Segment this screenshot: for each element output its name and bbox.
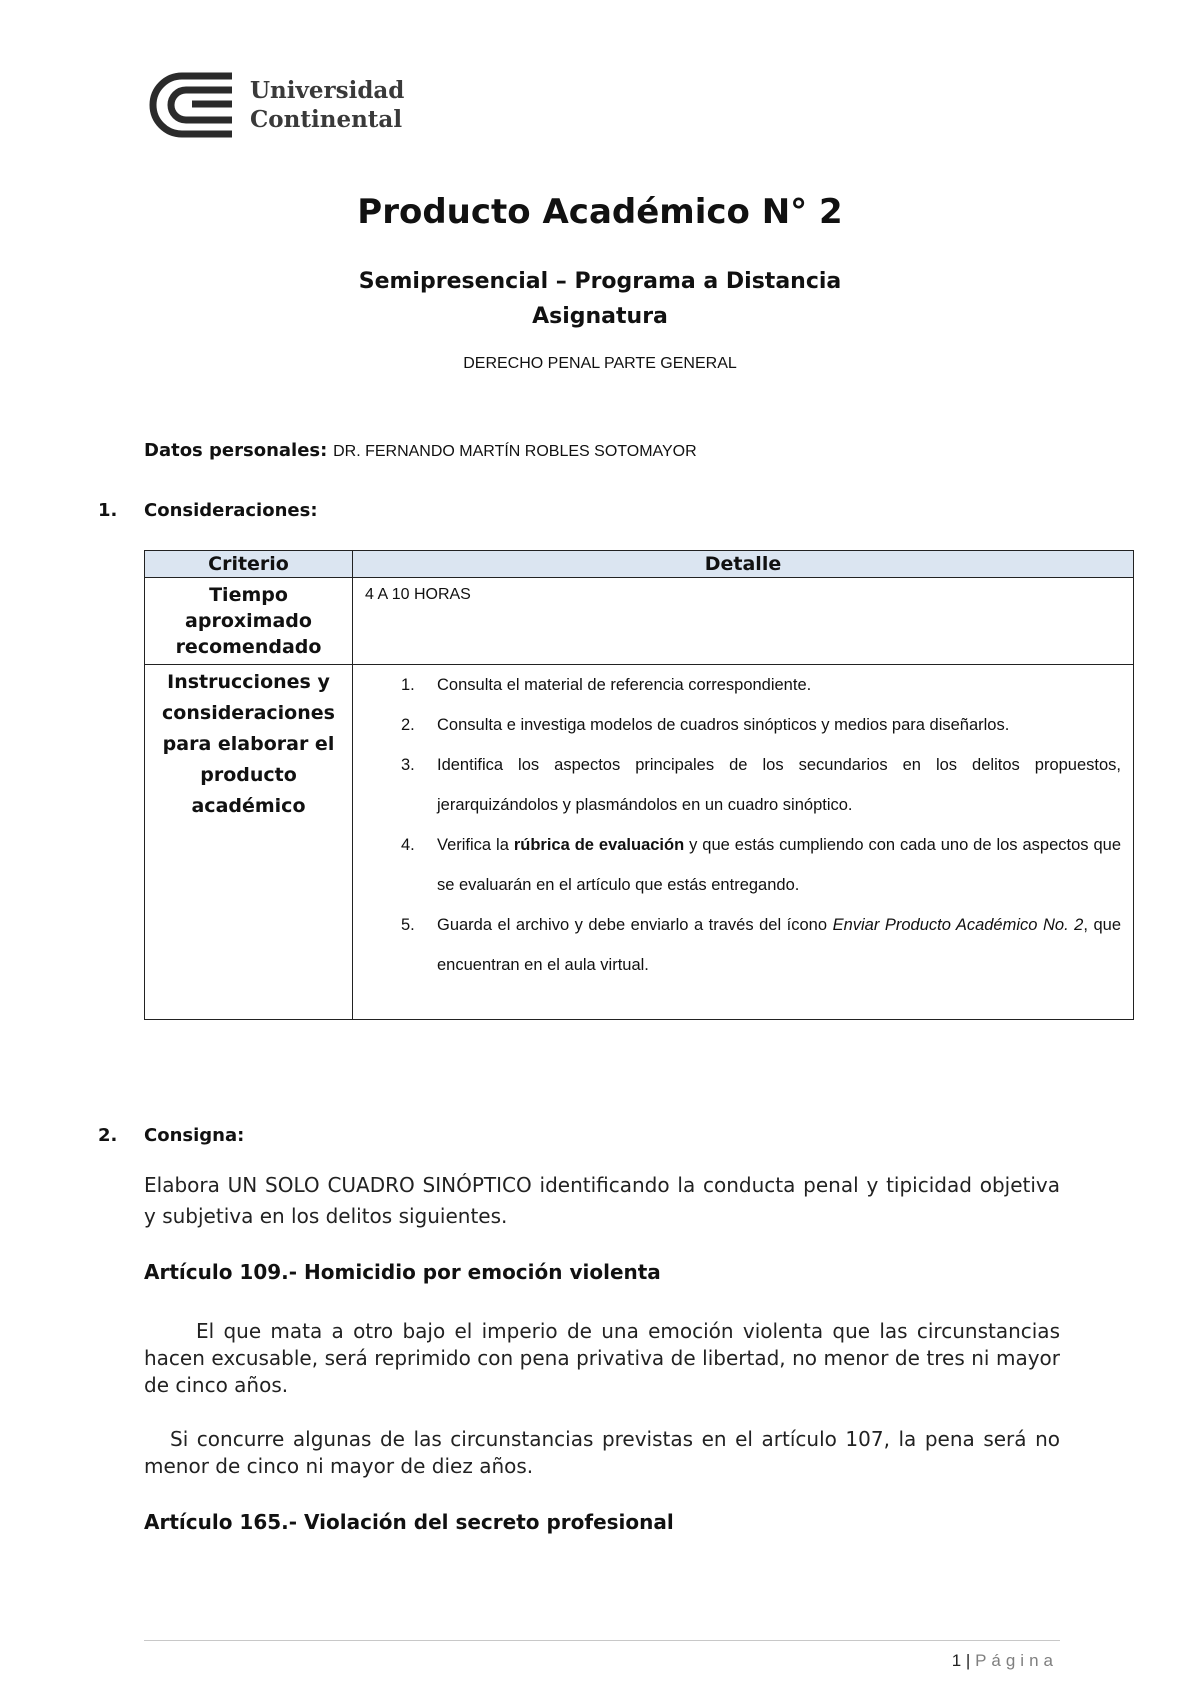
personal-data-label: Datos personales:: [144, 440, 328, 461]
instructions-list: [365, 665, 1121, 1019]
list-item: [365, 665, 1121, 705]
subtitle-subject: Asignatura: [532, 304, 668, 329]
section-1-number: 1.: [98, 500, 118, 521]
document-title: Producto Académico N° 2: [357, 192, 843, 232]
list-item: [365, 825, 1121, 905]
item-text-post: y que estás cumpliendo con cada uno de los aspectos que se evaluarán en el artículo que estás entregando.: [437, 836, 1121, 894]
item-number: 4.: [401, 836, 415, 854]
item-text: Consulta el material de referencia correspondiente.: [437, 676, 812, 694]
table-row: [145, 665, 1134, 1020]
subtitle: [0, 264, 1200, 334]
personal-data-value: DR. FERNANDO MARTÍN ROBLES SOTOMAYOR: [333, 443, 697, 460]
detail-instructions: [353, 665, 1134, 1020]
item-number: 2.: [401, 716, 415, 734]
section-1-heading: [98, 500, 318, 521]
page-number: 1: [951, 1651, 962, 1670]
logo-line-2: Continental: [250, 106, 403, 133]
footer-divider: [144, 1640, 1060, 1641]
table-header-row: [145, 551, 1134, 578]
list-item: [365, 745, 1121, 825]
article-109-title: Artículo 109.- Homicidio por emoción violenta: [144, 1260, 661, 1284]
header-detalle: Detalle: [353, 551, 1134, 578]
list-item: [365, 705, 1121, 745]
item-number: 1.: [401, 676, 415, 694]
criteria-table: [144, 550, 1134, 1020]
article-109-paragraph-1: El que mata a otro bajo el imperio de una emoción violenta que las circunstancias hacen excusable, será reprimido con pena privativa de libertad, no menor de tres ni mayor de cinco años.: [144, 1319, 1060, 1397]
subtitle-program: Semipresencial – Programa a Distancia: [358, 269, 842, 294]
logo-line-1: Universidad: [250, 77, 405, 104]
page-label: Página: [975, 1651, 1058, 1670]
item-text: Identifica los aspectos principales de los secundarios en los delitos propuestos, jerarquizándolos y plasmándolos en un cuadro sinóptico.: [437, 756, 1121, 814]
course-name: DERECHO PENAL PARTE GENERAL: [463, 355, 737, 372]
criterion-instructions: Instrucciones y consideraciones para elaborar el producto académico: [145, 665, 353, 1020]
item-text: Consulta e investiga modelos de cuadros sinópticos y medios para diseñarlos.: [437, 716, 1010, 734]
section-2-title: Consigna:: [144, 1125, 245, 1146]
article-109-paragraph-2: Si concurre algunas de las circunstancias previstas en el artículo 107, la pena será no menor de cinco ni mayor de diez años.: [144, 1427, 1060, 1478]
criterion-time: Tiempo aproximado recomendado: [145, 578, 353, 665]
item-number: 5.: [401, 916, 415, 934]
article-165-title: Artículo 165.- Violación del secreto profesional: [144, 1510, 674, 1534]
section-2-number: 2.: [98, 1125, 118, 1146]
table-row: [145, 578, 1134, 665]
item-number: 3.: [401, 756, 415, 774]
logo-text: [250, 76, 404, 134]
page-footer: [952, 1651, 1058, 1671]
item-text-pre: Guarda el archivo y debe enviarlo a través del ícono: [437, 916, 833, 934]
personal-data: [144, 440, 697, 461]
university-logo-icon: [144, 70, 240, 140]
item-text-bold: rúbrica de evaluación: [513, 836, 685, 854]
item-text-post: , que encuentran en el aula virtual.: [437, 916, 1122, 974]
footer-separator: |: [965, 1651, 971, 1670]
consigna-text: Elabora UN SOLO CUADRO SINÓPTICO identificando la conducta penal y tipicidad objetiva y subjetiva en los delitos siguientes.: [144, 1173, 1060, 1228]
item-text-pre: Verifica la: [437, 836, 514, 854]
header-criterio: Criterio: [145, 551, 353, 578]
item-text-italic: Enviar Producto Académico No. 2: [832, 916, 1084, 934]
list-item: [365, 905, 1121, 985]
university-logo: [144, 70, 405, 140]
detail-time: 4 A 10 HORAS: [353, 578, 1134, 665]
section-2-heading: [98, 1125, 244, 1146]
section-1-title: Consideraciones:: [144, 500, 318, 521]
